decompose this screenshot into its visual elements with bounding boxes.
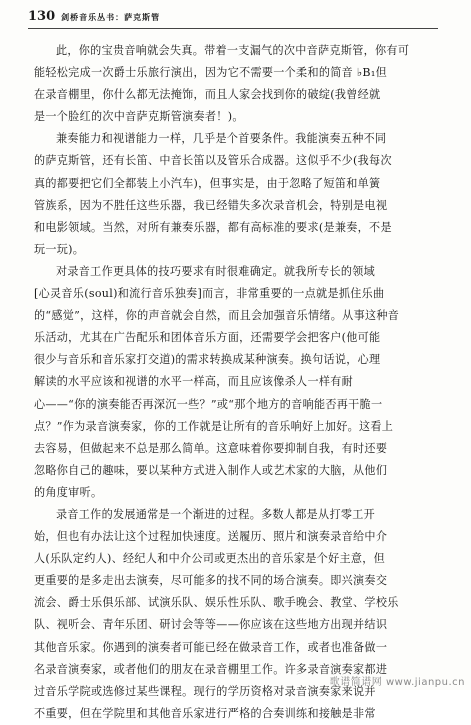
paragraph-line: 去容易，但做起来不总是那么简单。这意味着你要抑制自我，有时还要	[34, 441, 388, 455]
running-header	[28, 9, 160, 25]
paragraph-line: 更重要的是多走出去演奏，尽可能多的找不同的场合演奏。即兴演奏交	[34, 574, 388, 588]
paragraph-line: 乐活动，尤其在广告配乐和团体音乐方面，还需要学会把客户(他可能	[34, 331, 381, 345]
paragraph-first-line: 对录音工作更具体的技巧要求有时很难确定。就我所专长的领域	[56, 264, 376, 278]
paragraph-line: 是一个脸红的次中音萨克斯管演奏者！)。	[34, 110, 244, 124]
paragraph-line: 名录音演奏家，或者他们的朋友在录音棚里工作。许多录音演奏家都进	[34, 662, 388, 676]
paragraph-line: 队、视听会、青年乐团、研讨会等等——你应该在这些地方出现并结识	[34, 618, 388, 632]
paragraph-line: 其他音乐家。你遇到的演奏者可能已经在做录音工作，或者也准备做一	[34, 640, 388, 654]
series-title: 剑桥音乐丛书：萨克斯管	[61, 13, 161, 22]
paragraph-line: 玩一玩)。	[34, 242, 85, 256]
paragraph-line: 始，但也有办法让这个过程加快速度。送履历、照片和演奏录音给中介	[34, 530, 388, 544]
page-number: 130	[28, 9, 56, 24]
paragraph-line: 过音乐学院或选修过某些课程。现行的学历资格对录音演奏家来说并	[34, 684, 376, 698]
paragraph-line: 不重要，但在学院里和其他音乐家进行严格的合奏训练和接触是非常	[34, 706, 376, 720]
body-text	[34, 40, 434, 725]
paragraph-line: 能轻松完成一次爵士乐旅行演出，因为它不需要一个柔和的简音 ♭B₁但	[34, 66, 387, 80]
header-rule	[28, 28, 438, 29]
paragraph-first-line: 此，你的宝贵音响就会失真。带着一支漏气的次中音萨克斯管，你有可	[56, 44, 410, 57]
paragraph-line: 解读的水平应该和视谱的水平一样高，而且应该像杀人一样有耐	[34, 375, 354, 389]
paragraph-line: 和电影领域。当然，对所有兼奏乐器，都有高标准的要求(是兼奏，不是	[34, 220, 392, 234]
paragraph-line: 的角度审听。	[34, 485, 103, 499]
watermark: 歌谱简谱网 www.jianpu.cn	[329, 677, 465, 688]
paragraph-line: 在录音棚里，你什么都无法掩饰，而且人家会找到你的破绽(我曾经就	[34, 88, 381, 102]
paragraph-line: 点？”作为录音演奏家，你的工作就是让所有的音乐响好上加好。这看上	[34, 419, 394, 433]
paragraph-line: 心——“你的演奏能否再深沉一些？”或“那个地方的音响能否再干脆一	[34, 397, 383, 411]
paragraph-first-line: 录音工作的发展通常是一个渐进的过程。多数人都是从打零工开	[56, 507, 376, 521]
paragraph-line: 的“感觉”，这样，你的声音就会自然，而且会加强音乐情绪。从事这种音	[34, 309, 400, 323]
paragraph-line: 流会、爵士乐俱乐部、试演乐队、娱乐性乐队、歌手晚会、教堂、学校乐	[34, 596, 399, 610]
paragraph-line: 忽略你自己的趣味，要以某种方式进入制作人或艺术家的大脑，从他们	[34, 463, 388, 477]
paragraph-line: 管族系，因为不胜任这些乐器，我已经错失多次录音机会，特别是电视	[34, 198, 388, 212]
paragraph-line: 的萨克斯管，还有长笛、中音长笛以及管乐合成器。这似乎不少(我每次	[34, 154, 392, 168]
paragraph-line: 真的都要把它们全都装上小汽车)，但事实是，由于忽略了短笛和单簧	[34, 176, 381, 190]
paragraph-line: 很少与音乐和音乐家打交道)的需求转换成某种演奏。换句话说，心理	[34, 353, 381, 367]
paragraph-line: [心灵音乐(soul)和流行音乐独奏]而言，非常重要的一点就是抓住乐曲	[34, 287, 385, 301]
paragraph-first-line: 兼奏能力和视谱能力一样，几乎是个首要条件。我能演奏五种不同	[56, 132, 387, 146]
paragraph-line: 人(乐队定约人)、经纪人和中介公司或更杰出的音乐家是个好主意，但	[34, 552, 386, 566]
